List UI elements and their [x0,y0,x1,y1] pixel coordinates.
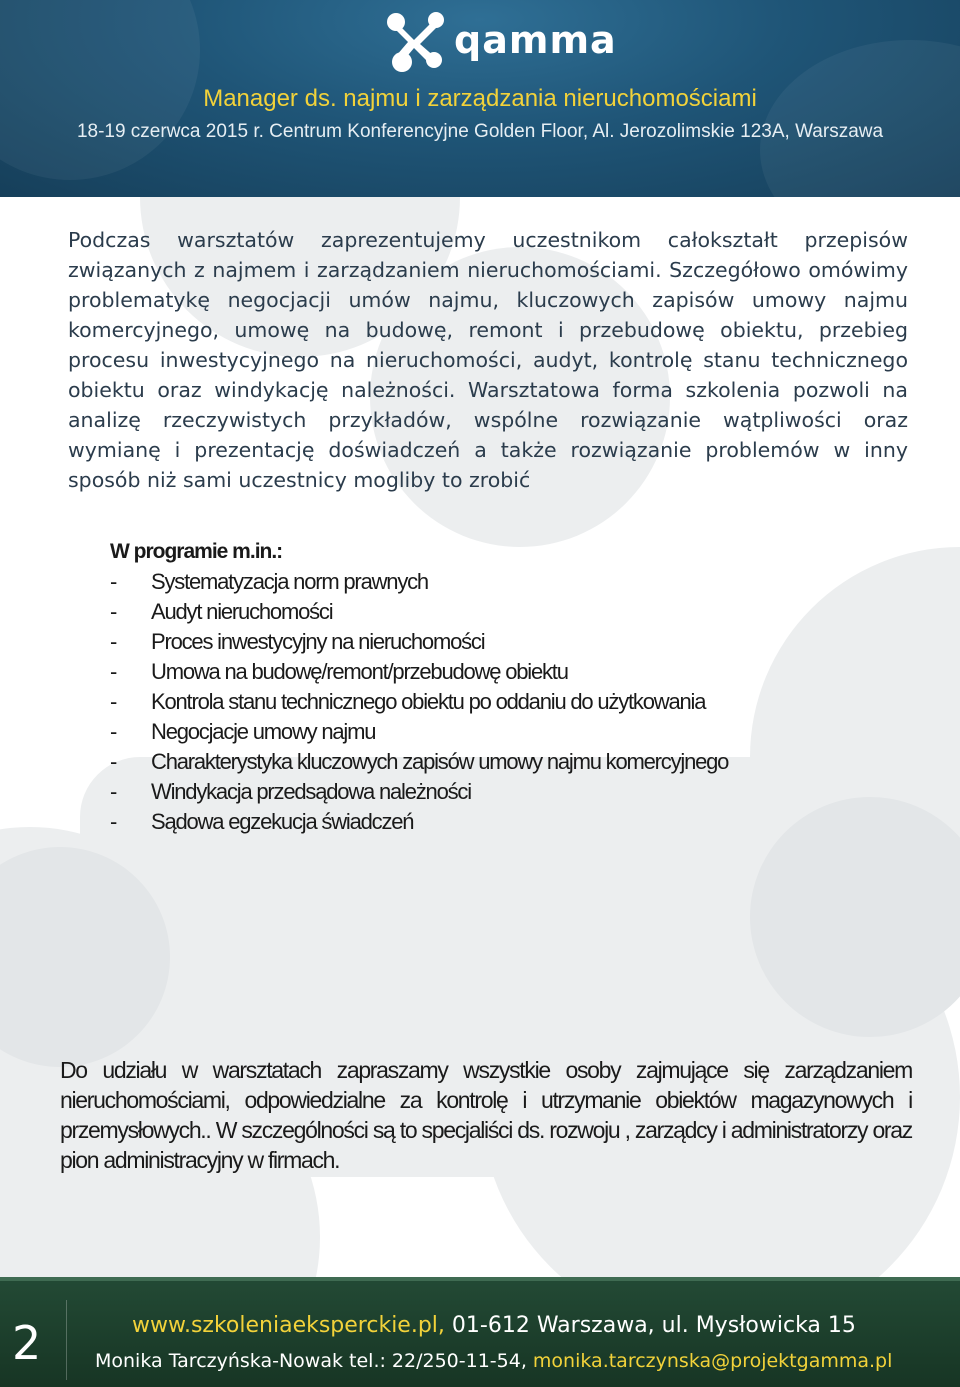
footer-divider [66,1300,67,1380]
email-link[interactable]: monika.tarczynska@projektgamma.pl [532,1350,893,1372]
header-banner [0,0,960,197]
logo-wordmark: qamma [454,18,617,62]
program-item-label: Windykacja przedsądowa należności [151,779,471,804]
program-item-label: Kontrola stanu technicznego obiektu po oddaniu do użytkowania [151,689,706,714]
list-bullet: - [110,569,117,594]
list-bullet: - [110,689,117,714]
program-item-label: Systematyzacja norm prawnych [151,569,428,594]
page-number: 2 [12,1316,42,1370]
footer-address-line [132,1313,856,1338]
list-bullet: - [110,719,117,744]
footer-contact-line [95,1350,892,1372]
program-item-label: Proces inwestycyjny na nieruchomości [151,629,485,654]
list-bullet: - [110,809,117,834]
footer-top-rule [0,1277,960,1281]
program-item [110,627,728,657]
postal-address: 01-612 Warszawa, ul. Mysłowicka 15 [444,1313,856,1338]
program-item [110,777,728,807]
program-item [110,717,728,747]
intro-paragraph: Podczas warsztatów zaprezentujemy uczestnikom całokształt przepisów związanych z najmem i zarządzaniem nieruchomościami. Szczegółowo omówimy problematykę negocjacji umów najmu, kluczowych zapisów umowy najmu komercyjnego, umowę na budowę, remont i przebudowę obiektu, przebieg procesu inwestycyjnego na nieruchomości, audyt, kontrolę stanu technicznego obiektu oraz windykację należności. Warsztatowa forma szkolenia pozwoli na analizę rzeczywistych przykładów, wspólne rozwiązanie wątpliwości oraz wymianę i prezentację doświadczeń a także rozwiązanie problemów w inny sposób niż sami uczestnicy mogliby to zrobić [68,228,908,492]
list-bullet: - [110,629,117,654]
program-item [110,597,728,627]
event-title: Manager ds. najmu i zarządzania nieruchomościami [203,85,757,112]
gamma-logo [384,10,617,74]
list-bullet: - [110,659,117,684]
program-item-label: Audyt nieruchomości [151,599,333,624]
gamma-logo-icon [384,10,454,74]
program-item [110,657,728,687]
contact-person: Monika Tarczyńska-Nowak tel.: 22/250-11-54, [95,1350,533,1372]
audience-paragraph: Do udziału w warsztatach zapraszamy wszystkie osoby zajmujące się zarządzaniem nieruchomościami, odpowiedzialne za kontrolę i utrzymanie obiektów magazynowych i przemysłowych.. W szczególności są to specjaliści ds. rozwoju , zarządcy i administratorzy oraz pion administracyjny w firmach. [60,1057,912,1173]
program-item [110,687,728,717]
program-item [110,747,728,777]
program-item-label: Charakterystyka kluczowych zapisów umowy najmu komercyjnego [151,749,729,774]
program-item-label: Sądowa egzekucja świadczeń [151,809,414,834]
program-item-label: Negocjacje umowy najmu [151,719,376,744]
program-list [110,567,728,837]
list-bullet: - [110,599,117,624]
list-bullet: - [110,779,117,804]
list-bullet: - [110,749,117,774]
website-link[interactable]: www.szkoleniaeksperckie.pl, [132,1313,445,1338]
program-heading: W programie m.in.: [110,540,283,563]
event-date-location: 18-19 czerwca 2015 r. Centrum Konferencyjne Golden Floor, Al. Jerozolimskie 123A, Warszawa [76,121,884,142]
program-item [110,807,728,837]
program-item [110,567,728,597]
program-item-label: Umowa na budowę/remont/przebudowę obiektu [151,659,568,684]
